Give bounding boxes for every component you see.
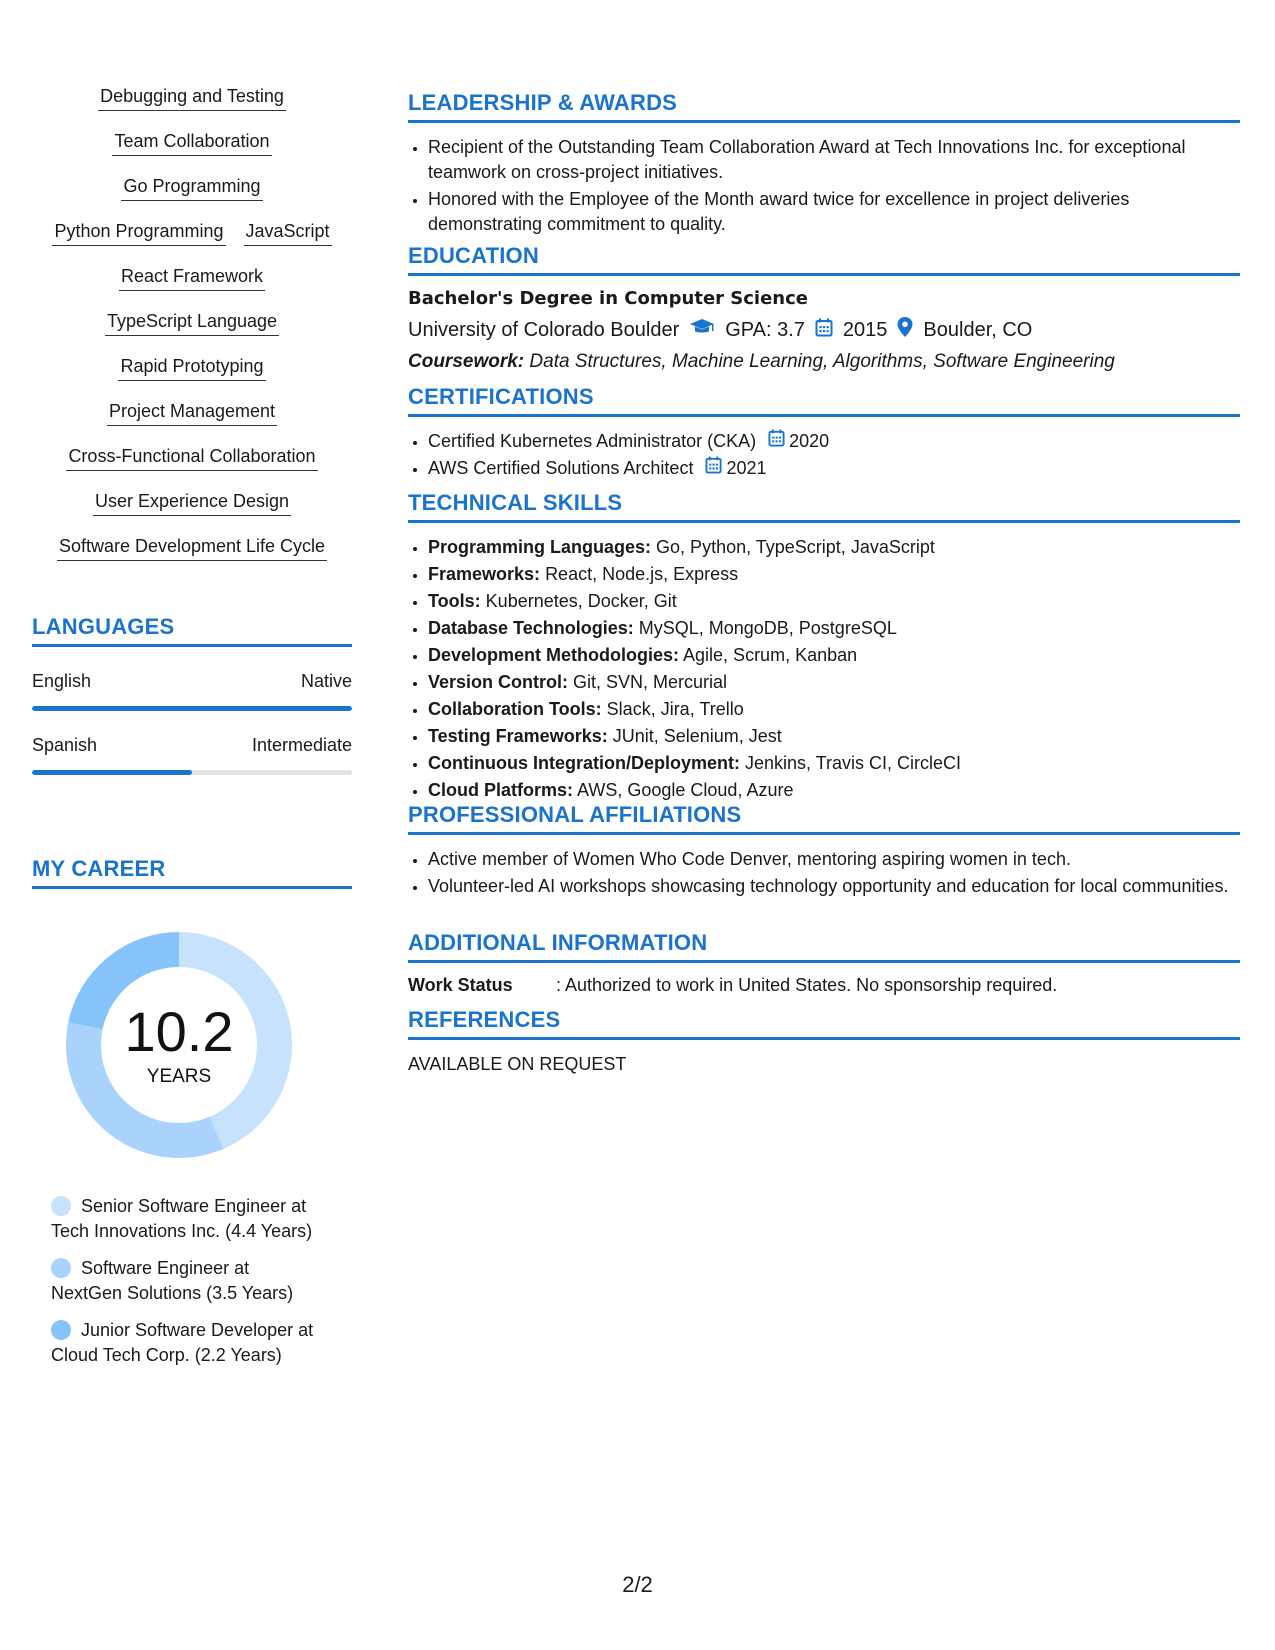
- gpa: GPA: 3.7: [725, 318, 805, 341]
- certification-name: Certified Kubernetes Administrator (CKA): [428, 431, 757, 451]
- technical-skill-values: Go, Python, TypeScript, JavaScript: [656, 537, 935, 557]
- technical-skills-list: [408, 535, 1240, 803]
- skill-row: [32, 354, 352, 399]
- language-name: English: [32, 671, 92, 691]
- affiliations-section: [408, 802, 1240, 901]
- career-title: MY CAREER: [32, 856, 352, 889]
- skills-list: [32, 84, 352, 579]
- technical-skills-title: TECHNICAL SKILLS: [408, 490, 1240, 523]
- leadership-item: • Honored with the Employee of the Month award twice for excellence in project deliveries demonstrating commitment to quality.: [428, 187, 1240, 237]
- language-item: [32, 671, 352, 711]
- technical-skill-values: AWS, Google Cloud, Azure: [577, 780, 794, 800]
- skill-row: [32, 84, 352, 129]
- technical-skill-item: [428, 724, 1240, 749]
- skill-tag: Rapid Prototyping: [118, 354, 265, 381]
- skill-tag: Cross-Functional Collaboration: [66, 444, 317, 471]
- language-item: [32, 735, 352, 775]
- additional-info-title: ADDITIONAL INFORMATION: [408, 930, 1240, 963]
- technical-skill-category: Programming Languages:: [428, 537, 652, 557]
- career-years-label: YEARS: [146, 1066, 212, 1087]
- donut-center: [66, 932, 292, 1158]
- career-company: Tech Innovations Inc. (4.4 Years): [51, 1221, 313, 1241]
- languages-list: [32, 671, 352, 775]
- leadership-section: [408, 90, 1240, 239]
- calendar-icon: [705, 456, 726, 481]
- skill-tag: React Framework: [119, 264, 265, 291]
- leadership-list: [408, 135, 1240, 237]
- skill-row: [32, 399, 352, 444]
- degree-name: Bachelor's Degree in Computer Science: [408, 288, 808, 309]
- technical-skill-item: [428, 751, 1240, 776]
- school-name: University of Colorado Boulder: [408, 318, 680, 341]
- work-status-label: Work Status: [408, 975, 513, 995]
- career-company: NextGen Solutions (3.5 Years): [51, 1283, 294, 1303]
- skill-row: [32, 489, 352, 534]
- technical-skill-values: MySQL, MongoDB, PostgreSQL: [638, 618, 897, 638]
- legend-dot: [51, 1320, 71, 1340]
- skill-tag: Software Development Life Cycle: [57, 534, 327, 561]
- language-row: [32, 735, 352, 756]
- languages-section: [32, 614, 352, 775]
- affiliations-title: PROFESSIONAL AFFILIATIONS: [408, 802, 1240, 835]
- career-legend-item: [51, 1318, 351, 1368]
- skill-row: [32, 444, 352, 489]
- skill-tag: Project Management: [107, 399, 277, 426]
- graduation-year: 2015: [842, 318, 888, 341]
- certification-item: [428, 429, 1240, 454]
- certification-item: [428, 456, 1240, 481]
- skill-tag: User Experience Design: [93, 489, 291, 516]
- education-section: [408, 243, 1240, 373]
- technical-skill-category: Version Control:: [428, 672, 569, 692]
- technical-skill-item: [428, 535, 1240, 560]
- leadership-item: • Recipient of the Outstanding Team Collaboration Award at Tech Innovations Inc. for exceptional teamwork on cross-project initiatives.: [428, 135, 1240, 185]
- references-text: AVAILABLE ON REQUEST: [408, 1054, 627, 1074]
- technical-skill-values: React, Node.js, Express: [545, 564, 739, 584]
- skill-row: [32, 219, 352, 264]
- technical-skill-category: Database Technologies:: [428, 618, 634, 638]
- technical-skill-item: [428, 778, 1240, 803]
- additional-info-section: [408, 930, 1240, 996]
- legend-dot: [51, 1196, 71, 1216]
- languages-title: LANGUAGES: [32, 614, 352, 647]
- skill-row: [32, 264, 352, 309]
- career-section: [32, 856, 352, 1365]
- technical-skills-section: [408, 490, 1240, 805]
- technical-skill-item: [428, 562, 1240, 587]
- career-role: Senior Software Engineer at: [81, 1196, 307, 1216]
- skill-tag: JavaScript: [244, 219, 332, 246]
- technical-skill-category: Tools:: [428, 591, 481, 611]
- skill-row: [32, 129, 352, 174]
- coursework-label: Coursework:: [408, 351, 525, 372]
- skill-tag: Team Collaboration: [112, 129, 271, 156]
- career-legend-item: [51, 1194, 351, 1244]
- technical-skill-category: Continuous Integration/Deployment:: [428, 753, 740, 773]
- calendar-icon: [768, 429, 789, 454]
- technical-skill-item: [428, 697, 1240, 722]
- certifications-section: [408, 384, 1240, 483]
- affiliation-item: • Volunteer-led AI workshops showcasing technology opportunity and education for local communities.: [428, 874, 1240, 899]
- references-title: REFERENCES: [408, 1007, 1240, 1040]
- career-role: Software Engineer at: [81, 1258, 250, 1278]
- skill-tag: Python Programming: [52, 219, 225, 246]
- career-donut-chart: [66, 932, 292, 1158]
- leadership-title: LEADERSHIP & AWARDS: [408, 90, 1240, 123]
- affiliation-item: • Active member of Women Who Code Denver, mentoring aspiring women in tech.: [428, 847, 1240, 872]
- certifications-list: [408, 429, 1240, 481]
- certification-year: 2021: [726, 458, 767, 478]
- certification-date: [705, 456, 766, 481]
- technical-skill-values: JUnit, Selenium, Jest: [612, 726, 782, 746]
- language-row: [32, 671, 352, 692]
- career-legend: [51, 1194, 351, 1380]
- work-status-row: [408, 975, 1240, 996]
- coursework-list: Data Structures, Machine Learning, Algorithms, Software Engineering: [529, 351, 1115, 372]
- technical-skill-values: Kubernetes, Docker, Git: [485, 591, 677, 611]
- location-pin-icon: [897, 317, 913, 343]
- career-total-years: 10.2: [124, 1000, 234, 1063]
- career-legend-item: [51, 1256, 351, 1306]
- certification-name: AWS Certified Solutions Architect: [428, 458, 694, 478]
- education-title: EDUCATION: [408, 243, 1240, 276]
- education-details: [408, 317, 1240, 343]
- legend-dot: [51, 1258, 71, 1278]
- language-level-fill: [32, 706, 352, 711]
- technical-skill-category: Development Methodologies:: [428, 645, 680, 665]
- skill-row: [32, 174, 352, 219]
- technical-skill-item: [428, 670, 1240, 695]
- certification-date: [768, 429, 829, 454]
- technical-skill-category: Frameworks:: [428, 564, 541, 584]
- skill-row: [32, 534, 352, 579]
- references-section: [408, 1007, 1240, 1075]
- language-level: Native: [300, 671, 352, 691]
- career-company: Cloud Tech Corp. (2.2 Years): [51, 1345, 282, 1365]
- language-level-bar: [32, 706, 352, 711]
- graduation-cap-icon: [689, 318, 715, 342]
- language-level-fill: [32, 770, 192, 775]
- technical-skill-values: Jenkins, Travis CI, CircleCI: [745, 753, 962, 773]
- technical-skill-values: Git, SVN, Mercurial: [573, 672, 728, 692]
- skill-tag: Go Programming: [121, 174, 262, 201]
- page-number: 2/2: [622, 1572, 653, 1597]
- technical-skill-category: Collaboration Tools:: [428, 699, 602, 719]
- skill-tag: Debugging and Testing: [98, 84, 286, 111]
- calendar-icon: [815, 318, 833, 343]
- certifications-title: CERTIFICATIONS: [408, 384, 1240, 417]
- technical-skill-category: Testing Frameworks:: [428, 726, 608, 746]
- language-level-bar: [32, 770, 352, 775]
- technical-skill-values: Agile, Scrum, Kanban: [683, 645, 858, 665]
- skill-tag: TypeScript Language: [105, 309, 279, 336]
- work-status-value: : Authorized to work in United States. No sponsorship required.: [556, 975, 1058, 995]
- technical-skill-item: [428, 643, 1240, 668]
- technical-skill-values: Slack, Jira, Trello: [606, 699, 744, 719]
- career-role: Junior Software Developer at: [81, 1320, 314, 1340]
- technical-skill-item: [428, 616, 1240, 641]
- language-name: Spanish: [32, 735, 98, 755]
- technical-skill-category: Cloud Platforms:: [428, 780, 574, 800]
- technical-skill-item: [428, 589, 1240, 614]
- affiliations-list: [408, 847, 1240, 899]
- language-level: Intermediate: [251, 735, 352, 755]
- coursework: [408, 351, 1240, 373]
- school-location: Boulder, CO: [923, 318, 1033, 341]
- certification-year: 2020: [789, 431, 830, 451]
- skill-row: [32, 309, 352, 354]
